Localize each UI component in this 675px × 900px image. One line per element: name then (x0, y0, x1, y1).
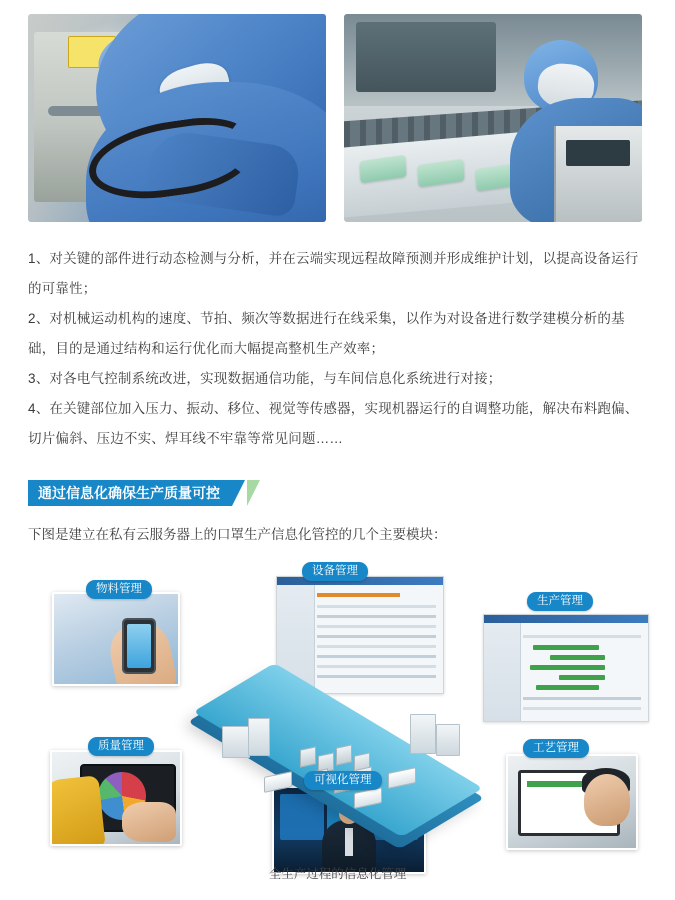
building-shape (436, 724, 460, 756)
gantt-bar (550, 655, 606, 660)
paragraph-2: 2、对机械运动机构的速度、节拍、频次等数据进行在线采集，以作为对设备进行数学建模分析的基础，目的是通过结构和运行优化而大幅提高整机生产效率； (28, 311, 625, 356)
gantt-bar (530, 665, 605, 670)
robot-arm-shape (50, 775, 106, 846)
gantt-bar (559, 675, 605, 680)
screenshot-row (317, 605, 437, 608)
screenshot-row (317, 645, 437, 648)
heading-arrow-green-icon (247, 480, 260, 506)
screenshot-highlight (317, 593, 400, 597)
isometric-factory-platform (204, 674, 474, 824)
tile-process-management (506, 754, 638, 850)
line-machine-shape (344, 14, 642, 106)
building-shape (222, 726, 250, 758)
screenshot-row (317, 655, 437, 658)
control-panel-shape (554, 126, 642, 222)
tag-material-management: 物料管理 (86, 580, 152, 599)
building-shape (410, 714, 436, 754)
machine-unit-shape (300, 746, 316, 767)
top-photo-row (28, 0, 647, 222)
tag-quality-management: 质量管理 (88, 737, 154, 756)
section-heading (28, 480, 278, 506)
tile-material-management (52, 592, 180, 686)
tag-visual-management: 可视化管理 (304, 771, 382, 790)
screenshot-body (484, 623, 648, 721)
hand-shape (122, 802, 176, 842)
body-paragraphs (28, 244, 647, 454)
tag-equipment-management: 设备管理 (302, 562, 368, 581)
screenshot-row (523, 635, 641, 638)
screenshot-sidebar (484, 623, 521, 721)
tile-quality-management (50, 750, 182, 846)
gantt-bar (533, 645, 599, 650)
paragraph-1: 1、对关键的部件进行动态检测与分析，并在云端实现远程故障预测并形成维护计划，以提高设备运行的可靠性； (28, 251, 639, 296)
tag-process-management: 工艺管理 (523, 739, 589, 758)
screenshot-production-management (483, 614, 649, 722)
heading-arrow-blue-icon (232, 480, 245, 506)
section-heading-label: 通过信息化确保生产质量可控 (28, 480, 232, 506)
screenshot-row (317, 635, 437, 638)
screenshot-row (317, 615, 437, 618)
screenshot-row (317, 625, 437, 628)
titlebar (484, 615, 648, 623)
building-shape (248, 718, 270, 756)
screenshot-row (523, 707, 641, 710)
paragraph-3: 3、对各电气控制系统改进，实现数据通信功能，与车间信息化系统进行对接； (28, 371, 502, 386)
photo-production-line (344, 14, 642, 222)
person-head-shape (584, 774, 630, 826)
information-system-diagram (28, 562, 647, 882)
machine-unit-shape (336, 744, 352, 765)
gantt-bar (536, 685, 598, 690)
photo-equipment-debugging (28, 14, 326, 222)
section-intro-text: 下图是建立在私有云服务器上的口罩生产信息化管控的几个主要模块： (28, 527, 447, 542)
diagram-caption: 全生产过程的信息化管理 (268, 867, 407, 881)
screenshot-row (317, 665, 437, 668)
paragraph-4: 4、在关键部位加入压力、振动、移位、视觉等传感器，实现机器运行的自调整功能，解决布料跑偏、切片偏斜、压边不实、焊耳线不牢靠等常见问题…… (28, 401, 639, 446)
mobile-phone-shape (122, 618, 156, 674)
truck-shape (264, 771, 292, 793)
screenshot-row (523, 697, 641, 700)
tag-production-management: 生产管理 (527, 592, 593, 611)
